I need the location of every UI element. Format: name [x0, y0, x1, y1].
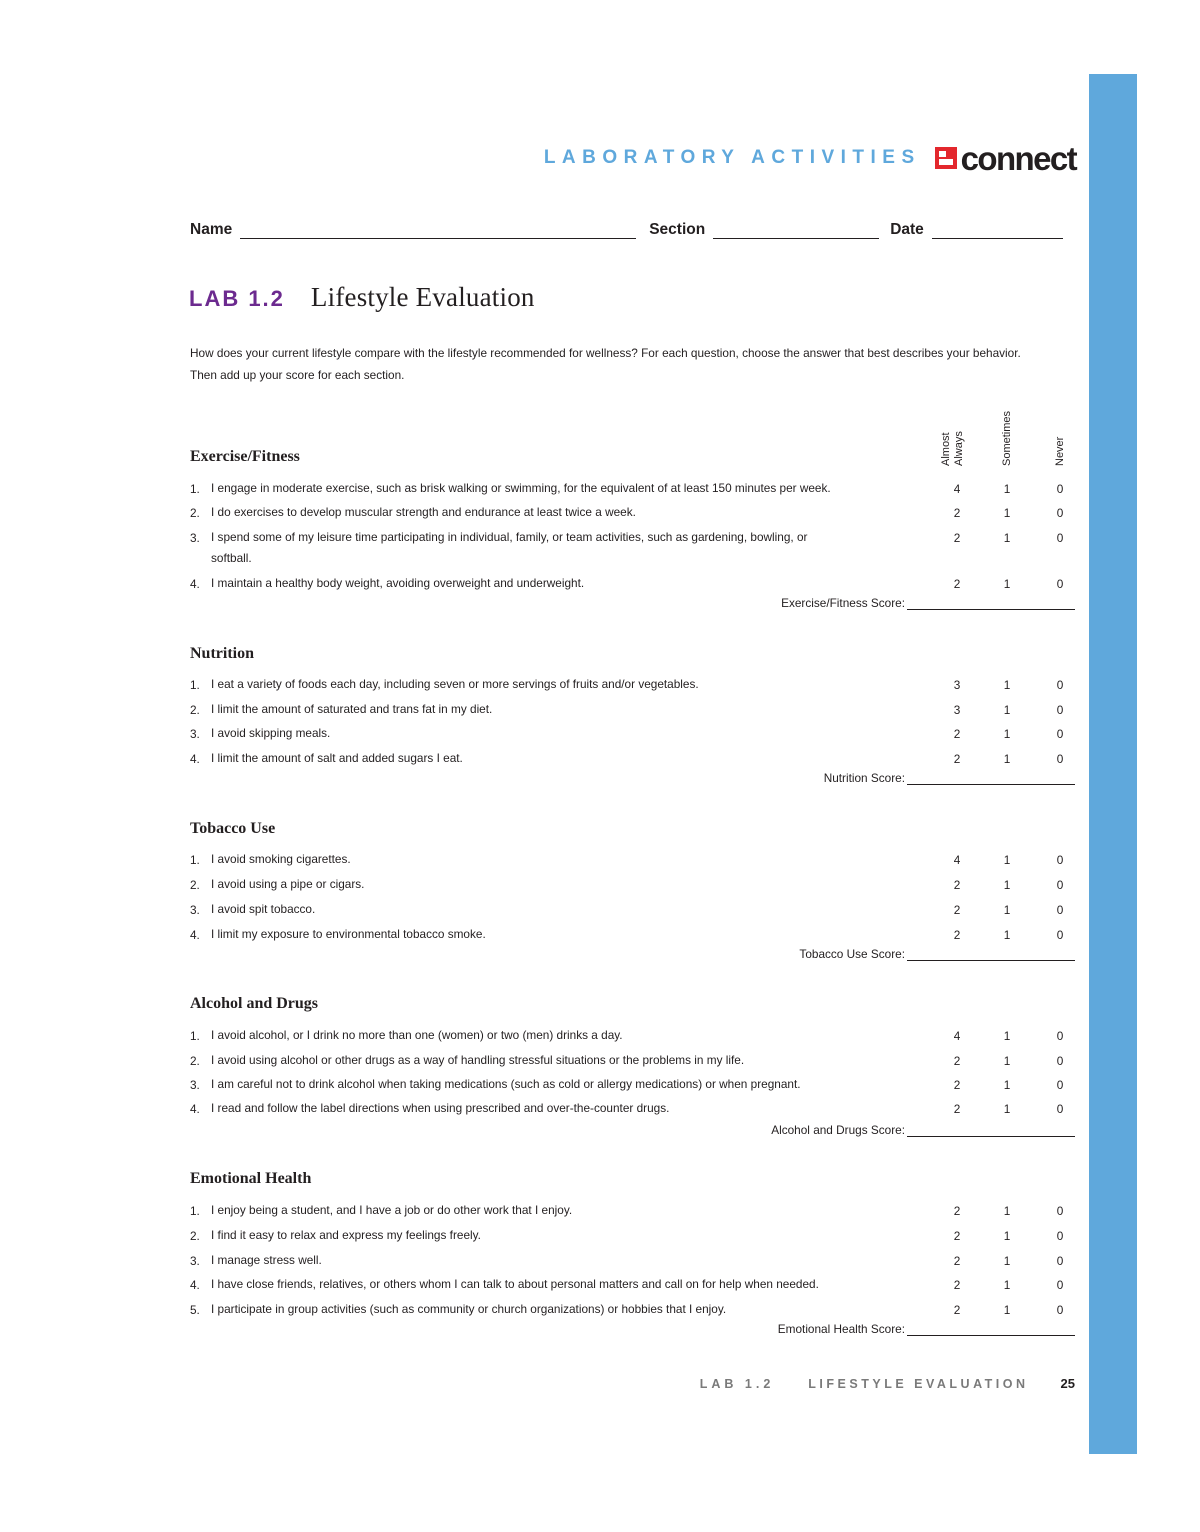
item-text: I do exercises to develop muscular strength and endurance at least twice a week. — [211, 505, 636, 519]
score-almost-always[interactable]: 4 — [953, 853, 961, 867]
score-never[interactable]: 0 — [1056, 752, 1064, 766]
name-field[interactable] — [240, 220, 636, 239]
item-text: I manage stress well. — [211, 1253, 322, 1267]
score-sometimes[interactable]: 1 — [1003, 928, 1011, 942]
section-score-field[interactable] — [907, 948, 1075, 961]
score-sometimes[interactable]: 1 — [1003, 1229, 1011, 1243]
score-almost-always[interactable]: 2 — [953, 1078, 961, 1092]
score-almost-always[interactable]: 4 — [953, 1029, 961, 1043]
section-title-emotional-health: Emotional Health — [190, 1170, 312, 1187]
section-title-tobacco-use: Tobacco Use — [190, 820, 276, 837]
lab-heading — [189, 282, 535, 313]
item-text: I eat a variety of foods each day, including seven or more servings of fruits and/or vegetables. — [211, 677, 699, 691]
item-number: 1. — [190, 678, 200, 692]
score-sometimes[interactable]: 1 — [1003, 577, 1011, 591]
score-almost-always[interactable]: 2 — [953, 903, 961, 917]
section-score-row — [190, 943, 1075, 961]
score-never[interactable]: 0 — [1056, 928, 1064, 942]
score-sometimes[interactable]: 1 — [1003, 531, 1011, 545]
connect-logo-icon — [935, 147, 957, 169]
item-number: 3. — [190, 531, 200, 545]
item-number: 1. — [190, 853, 200, 867]
item-number: 3. — [190, 903, 200, 917]
item-text: I avoid alcohol, or I drink no more than one (women) or two (men) drinks a day. — [211, 1028, 623, 1042]
score-never[interactable]: 0 — [1056, 727, 1064, 741]
connect-logo-text: connect — [960, 139, 1076, 177]
score-almost-always[interactable]: 2 — [953, 1102, 961, 1116]
score-never[interactable]: 0 — [1056, 1029, 1064, 1043]
score-never[interactable]: 0 — [1056, 531, 1064, 545]
column-header-almost: Almost — [940, 432, 952, 466]
score-sometimes[interactable]: 1 — [1003, 878, 1011, 892]
lab-number: LAB 1.2 — [189, 286, 285, 311]
score-never[interactable]: 0 — [1056, 1078, 1064, 1092]
score-sometimes[interactable]: 1 — [1003, 1303, 1011, 1317]
item-text: I have close friends, relatives, or others whom I can talk to about personal matters and call on for help when needed. — [211, 1277, 819, 1291]
section-score-field[interactable] — [907, 772, 1075, 785]
score-almost-always[interactable]: 4 — [953, 482, 961, 496]
item-text: I engage in moderate exercise, such as brisk walking or swimming, for the equivalent of at least 150 minutes per week. — [211, 481, 831, 495]
item-text: I avoid spit tobacco. — [211, 902, 316, 916]
section-title-nutrition: Nutrition — [190, 645, 254, 662]
page-header — [0, 138, 1076, 178]
score-never[interactable]: 0 — [1056, 1229, 1064, 1243]
section-score-row — [190, 1119, 1075, 1137]
score-never[interactable]: 0 — [1056, 506, 1064, 520]
item-number: 3. — [190, 727, 200, 741]
page-title: Lifestyle Evaluation — [310, 282, 535, 312]
score-almost-always[interactable]: 2 — [953, 752, 961, 766]
score-almost-always[interactable]: 2 — [953, 1054, 961, 1068]
item-number: 2. — [190, 1054, 200, 1068]
item-number: 3. — [190, 1078, 200, 1092]
score-sometimes[interactable]: 1 — [1003, 1254, 1011, 1268]
section-field[interactable] — [713, 220, 879, 239]
score-sometimes[interactable]: 1 — [1003, 1054, 1011, 1068]
item-number: 2. — [190, 1229, 200, 1243]
score-almost-always[interactable]: 2 — [953, 506, 961, 520]
item-text: I maintain a healthy body weight, avoiding overweight and underweight. — [211, 576, 585, 590]
score-sometimes[interactable]: 1 — [1003, 1204, 1011, 1218]
item-text: I avoid skipping meals. — [211, 726, 331, 740]
item-number: 4. — [190, 928, 200, 942]
item-number: 2. — [190, 878, 200, 892]
item-text: I limit the amount of saturated and trans fat in my diet. — [211, 702, 493, 716]
score-sometimes[interactable]: 1 — [1003, 1278, 1011, 1292]
connect-logo — [935, 139, 1076, 177]
item-text: I enjoy being a student, and I have a job or do other work that I enjoy. — [211, 1203, 573, 1217]
score-almost-always[interactable]: 2 — [953, 1204, 961, 1218]
score-sometimes[interactable]: 1 — [1003, 506, 1011, 520]
score-almost-always[interactable]: 2 — [953, 878, 961, 892]
list-item — [190, 531, 1075, 575]
score-almost-always[interactable]: 2 — [953, 1229, 961, 1243]
score-never[interactable]: 0 — [1056, 878, 1064, 892]
item-number: 4. — [190, 577, 200, 591]
score-never[interactable]: 0 — [1056, 1254, 1064, 1268]
item-text: I avoid smoking cigarettes. — [211, 852, 351, 866]
section-score-field[interactable] — [907, 1124, 1075, 1137]
footer-lab-title: LIFESTYLE EVALUATION — [808, 1376, 1029, 1391]
score-almost-always[interactable]: 2 — [953, 1303, 961, 1317]
item-text: I read and follow the label directions when using prescribed and over-the-counter drugs. — [211, 1101, 670, 1115]
score-sometimes[interactable]: 1 — [1003, 1078, 1011, 1092]
score-never[interactable]: 0 — [1056, 1102, 1064, 1116]
item-number: 2. — [190, 506, 200, 520]
section-title-exercise-fitness: Exercise/Fitness — [190, 448, 300, 465]
score-almost-always[interactable]: 2 — [953, 1254, 961, 1268]
item-text: I avoid using a pipe or cigars. — [211, 877, 365, 891]
score-never[interactable]: 0 — [1056, 678, 1064, 692]
section-score-label: Exercise/Fitness Score: — [781, 596, 905, 610]
score-sometimes[interactable]: 1 — [1003, 853, 1011, 867]
item-number: 4. — [190, 1278, 200, 1292]
section-score-row — [190, 1318, 1075, 1336]
column-header-always: Always — [953, 431, 965, 466]
intro-paragraph: How does your current lifestyle compare with the lifestyle recommended for wellness? For each question, choose the answer that best describes your behavior. Then add up your score for each section. — [190, 346, 1021, 382]
score-sometimes[interactable]: 1 — [1003, 703, 1011, 717]
score-sometimes[interactable]: 1 — [1003, 752, 1011, 766]
score-never[interactable]: 0 — [1056, 577, 1064, 591]
student-info-line — [190, 220, 1075, 239]
footer-lab-number: LAB 1.2 — [699, 1376, 775, 1391]
score-sometimes[interactable]: 1 — [1003, 482, 1011, 496]
score-never[interactable]: 0 — [1056, 1278, 1064, 1292]
score-never[interactable]: 0 — [1056, 903, 1064, 917]
score-never[interactable]: 0 — [1056, 1054, 1064, 1068]
date-field[interactable] — [932, 220, 1063, 239]
item-text: I limit my exposure to environmental tobacco smoke. — [211, 927, 486, 941]
date-label: Date — [890, 221, 924, 238]
page-footer — [0, 1376, 1075, 1391]
section-score-label: Alcohol and Drugs Score: — [771, 1123, 905, 1137]
score-almost-always[interactable]: 2 — [953, 727, 961, 741]
score-almost-always[interactable]: 2 — [953, 1278, 961, 1292]
item-number: 2. — [190, 703, 200, 717]
item-text: I am careful not to drink alcohol when taking medications (such as cold or allergy medications) or when pregnant. — [211, 1077, 801, 1091]
section-label: Section — [649, 221, 706, 238]
section-score-field[interactable] — [907, 597, 1075, 610]
section-score-label: Tobacco Use Score: — [799, 947, 905, 961]
column-header-sometimes: Sometimes — [1001, 410, 1013, 466]
section-score-row — [190, 592, 1075, 610]
score-almost-always[interactable]: 2 — [953, 577, 961, 591]
item-number: 5. — [190, 1303, 200, 1317]
column-header-never: Never — [1054, 436, 1066, 466]
score-sometimes[interactable]: 1 — [1003, 1102, 1011, 1116]
item-number: 1. — [190, 1204, 200, 1218]
score-never[interactable]: 0 — [1056, 1204, 1064, 1218]
score-almost-always[interactable]: 2 — [953, 531, 961, 545]
side-color-band — [1089, 74, 1137, 1454]
score-never[interactable]: 0 — [1056, 853, 1064, 867]
score-sometimes[interactable]: 1 — [1003, 727, 1011, 741]
section-score-field[interactable] — [907, 1323, 1075, 1336]
item-text: I avoid using alcohol or other drugs as a way of handling stressful situations or the problems in my life. — [211, 1053, 745, 1067]
section-score-label: Emotional Health Score: — [777, 1322, 905, 1336]
item-text: I limit the amount of salt and added sugars I eat. — [211, 751, 463, 765]
item-number: 4. — [190, 752, 200, 766]
score-never[interactable]: 0 — [1056, 482, 1064, 496]
item-number: 4. — [190, 1102, 200, 1116]
score-almost-always[interactable]: 3 — [953, 703, 961, 717]
section-title-alcohol-drugs: Alcohol and Drugs — [190, 995, 319, 1012]
score-sometimes[interactable]: 1 — [1003, 1029, 1011, 1043]
score-never[interactable]: 0 — [1056, 1303, 1064, 1317]
item-text: I spend some of my leisure time participating in individual, family, or team activities, such as gardening, bowling, or softball. — [211, 530, 808, 565]
item-text: I participate in group activities (such as community or church organizations) or hobbies that I enjoy. — [211, 1302, 727, 1316]
score-never[interactable]: 0 — [1056, 703, 1064, 717]
section-score-label: Nutrition Score: — [823, 771, 905, 785]
item-number: 1. — [190, 482, 200, 496]
item-text: I find it easy to relax and express my feelings freely. — [211, 1228, 481, 1242]
score-almost-always[interactable]: 2 — [953, 928, 961, 942]
header-title: LABORATORY ACTIVITIES — [543, 147, 921, 168]
item-number: 1. — [190, 1029, 200, 1043]
score-almost-always[interactable]: 3 — [953, 678, 961, 692]
score-sometimes[interactable]: 1 — [1003, 678, 1011, 692]
name-label: Name — [190, 221, 233, 238]
section-score-row — [190, 767, 1075, 785]
score-sometimes[interactable]: 1 — [1003, 903, 1011, 917]
item-number: 3. — [190, 1254, 200, 1268]
page-number: 25 — [1060, 1376, 1075, 1391]
